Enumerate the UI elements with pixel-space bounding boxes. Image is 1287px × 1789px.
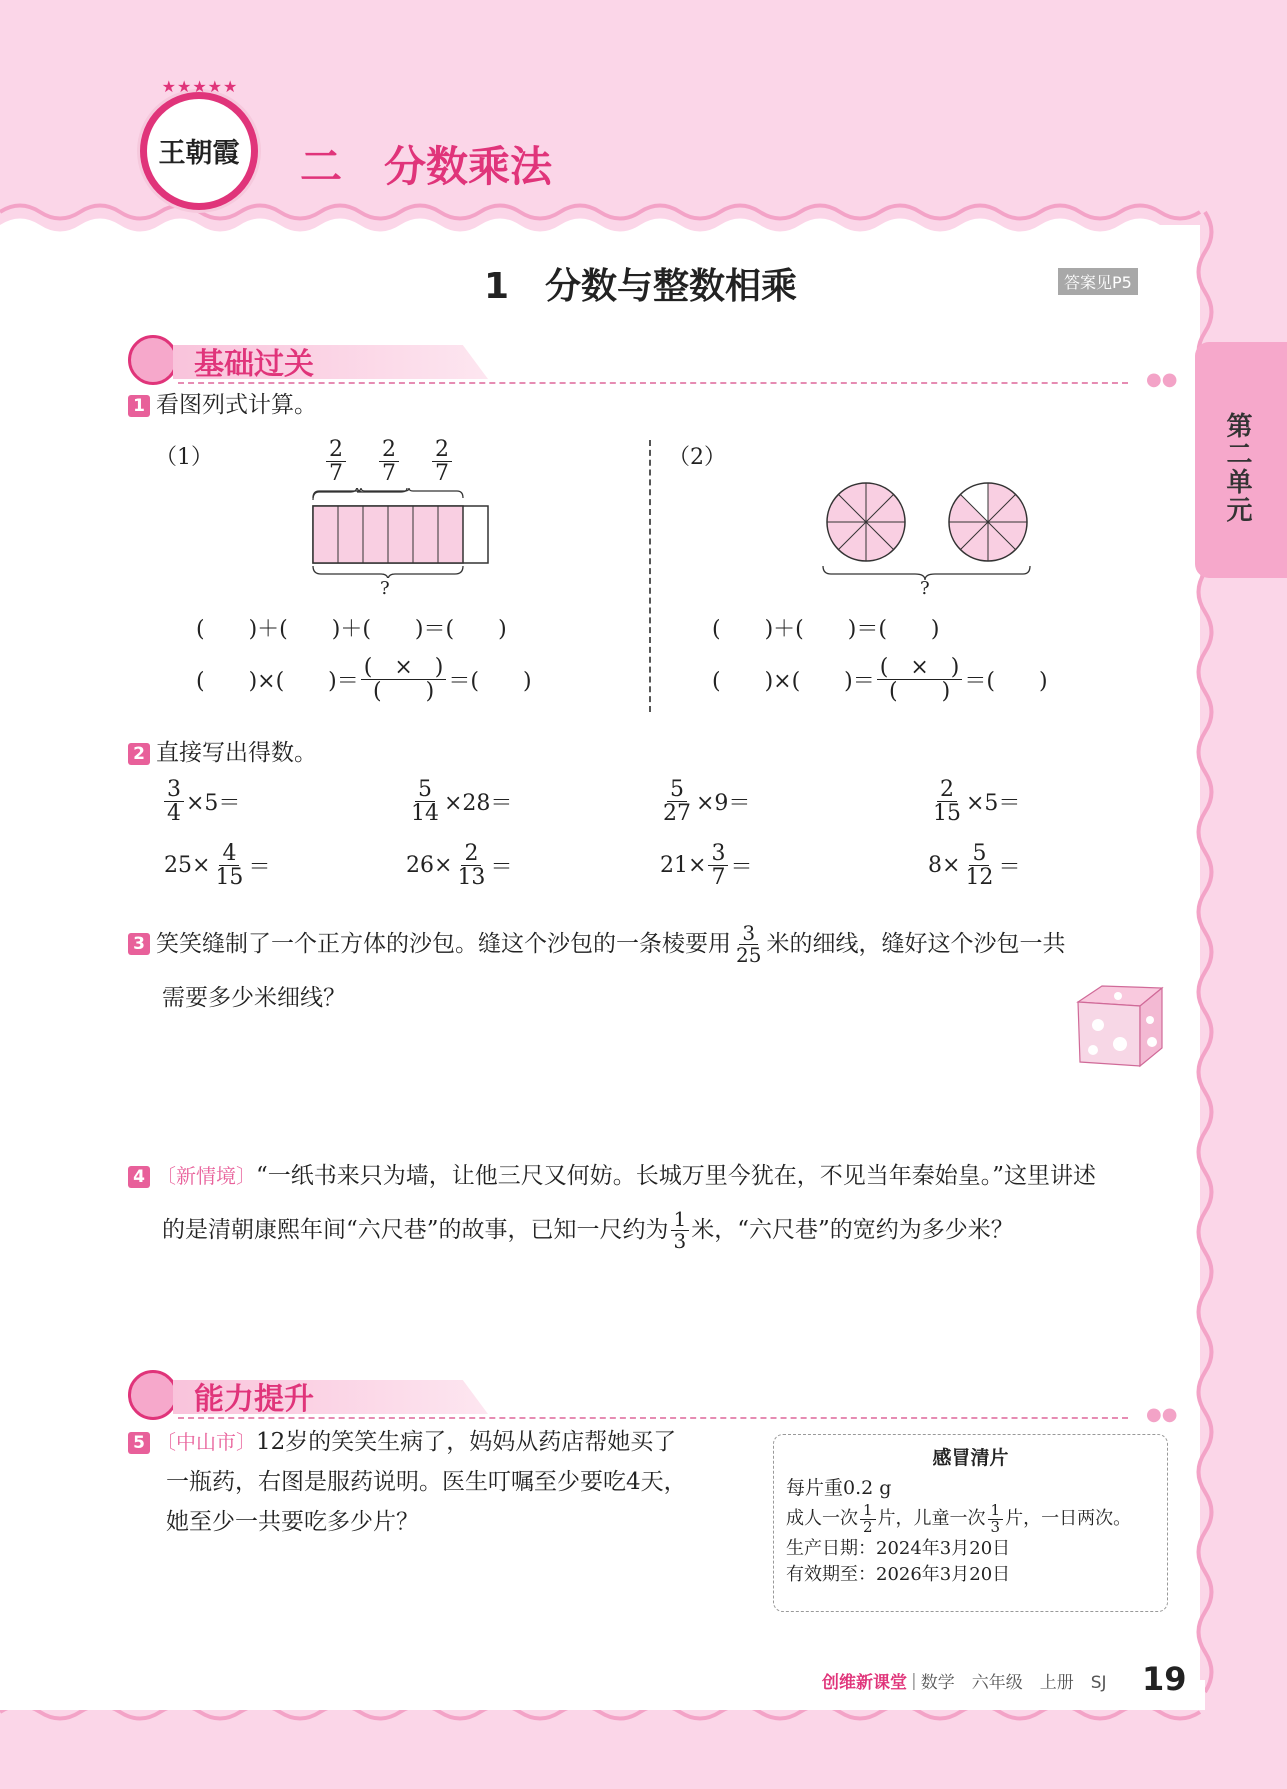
q3-number: 3 [128,933,150,955]
medicine-instruction-card [773,1434,1168,1612]
q4-text-line2: 的是清朝康熙年间“六尺巷”的故事，已知一尺约为 $\frac{1}{3}$ 米，“六尺巷”的宽约为多少米？ [162,1206,1014,1253]
q4-number: 4 [128,1166,150,1188]
q4-text: 4 〔新情境〕“一纸书来只为墙，让他三尺又何妨。长城万里今犹在，不见当年秦始皇。”这里讲述 [128,1150,1188,1202]
q1-part1-addition: ( )＋( )＋( )＝( ) [196,617,507,642]
q1-bar-diagram [305,488,495,578]
logo-text: 王朝霞 [158,138,240,169]
expiry-date: 有效期至：2026年3月20日 [786,1563,1011,1585]
q1-prompt [128,390,317,420]
mascot-icon [128,1370,178,1420]
logo-stars-icon: ★★★★★ [161,77,239,96]
q5-text: 5 〔中山市〕12岁的笑笑生病了，妈妈从药店帮她买了 一瓶药，右图是服药说明。医生叮嘱至少要吃4天， 她至少一共要吃多少片？ [128,1422,687,1542]
q1-fraction-labels [324,438,454,485]
q5-number: 5 [128,1432,150,1454]
q1-part2-multiplication: ( )×( )＝ $\frac{( \times )}{( )}$ ＝( ) [712,655,1048,705]
section-divider [178,382,1128,384]
fraction-label: $\frac{2}{7}$ [432,438,452,485]
q2-item: $\frac{3}{4}$ ×5＝ [162,778,240,825]
q2-item: 25× $\frac{4}{15}$ ＝ [164,841,271,891]
q5-tag: 〔中山市〕 [156,1430,256,1454]
q1-number: 1 [128,395,150,417]
lesson-title: 1 分数与整数相乘 [484,266,798,307]
blank-fraction: $\frac{( \times )}{( )}$ [877,656,963,703]
section-advanced-title: 能力提升 [194,1382,314,1417]
dots-icon: ●● [1146,369,1178,390]
footer [822,1668,1107,1693]
q1-circle-diagram [820,480,1040,580]
section-advanced-header [128,1370,1178,1425]
q3-text-line2: 需要多少米细线？ [162,985,346,1011]
mascot-icon [128,335,178,385]
circle-right [949,483,1027,561]
production-date: 生产日期：2024年3月20日 [786,1537,1011,1559]
fraction-label: $\frac{2}{7}$ [379,438,399,485]
q1-part1-question-mark: ? [380,578,390,599]
q3-text: 3 笑笑缝制了一个正方体的沙包。缝这个沙包的一条棱要用 $\frac{3}{25}$ 米的细线，缝好这个沙包一共 [128,918,1178,970]
q2-item: $\frac{2}{15}$ ×5＝ [933,777,1021,827]
q1-part2-question-mark: ? [920,578,930,599]
q1-prompt-text: 看图列式计算。 [156,392,317,418]
q1-part1-label: （1） [155,445,213,470]
tablet-weight: 每片重0.2 g [786,1477,892,1499]
q2-prompt [128,738,317,768]
q2-prompt-text: 直接写出得数。 [156,740,317,766]
q2-item: $\frac{5}{14}$ ×28＝ [411,777,513,827]
unit-tab-label: 第二单元 [1222,412,1252,524]
q2-item: $\frac{5}{27}$ ×9＝ [663,777,751,827]
blank-fraction: $\frac{( \times )}{( )}$ [361,656,447,703]
footer-info: 数学 六年级 上册 SJ [920,1673,1107,1693]
section-basic-title: 基础过关 [194,347,314,382]
page-number: 19 [1142,1660,1187,1698]
chapter-title: 二 分数乘法 [300,142,553,191]
section-divider [178,1417,1128,1419]
q2-number: 2 [128,743,150,765]
footer-brand: 创维新课堂 [822,1673,907,1693]
q2-item: 8× $\frac{5}{12}$ ＝ [928,841,1021,891]
dots-icon: ●● [1146,1404,1178,1425]
brand-logo [140,77,258,210]
circle-left [827,483,905,561]
q2-item: 26× $\frac{2}{13}$ ＝ [406,841,513,891]
sandbag-cube-image [1068,980,1168,1072]
medicine-name: 感冒清片 [932,1447,1009,1469]
answer-reference-badge: 答案见P5 [1058,268,1138,295]
q2-item: 21× $\frac{3}{7}$ ＝ [660,841,753,891]
fraction-label: $\frac{2}{7}$ [326,438,346,485]
footer-separator: | [911,1670,917,1691]
q1-parts-divider [649,440,651,712]
q1-part2-label: （2） [668,445,726,470]
unit-tab [1195,342,1287,578]
q1-part1-multiplication: ( )×( )＝ $\frac{( \times )}{( )}$ ＝( ) [196,655,532,705]
section-basic-header [128,335,1178,390]
q1-part2-addition: ( )＋( )＝( ) [712,617,940,642]
dosage-line: 成人一次 $\frac{1}{2}$ 片，儿童一次 $\frac{1}{3}$ 片，一日两次。 [786,1501,1132,1536]
q4-tag: 〔新情境〕 [156,1164,256,1188]
